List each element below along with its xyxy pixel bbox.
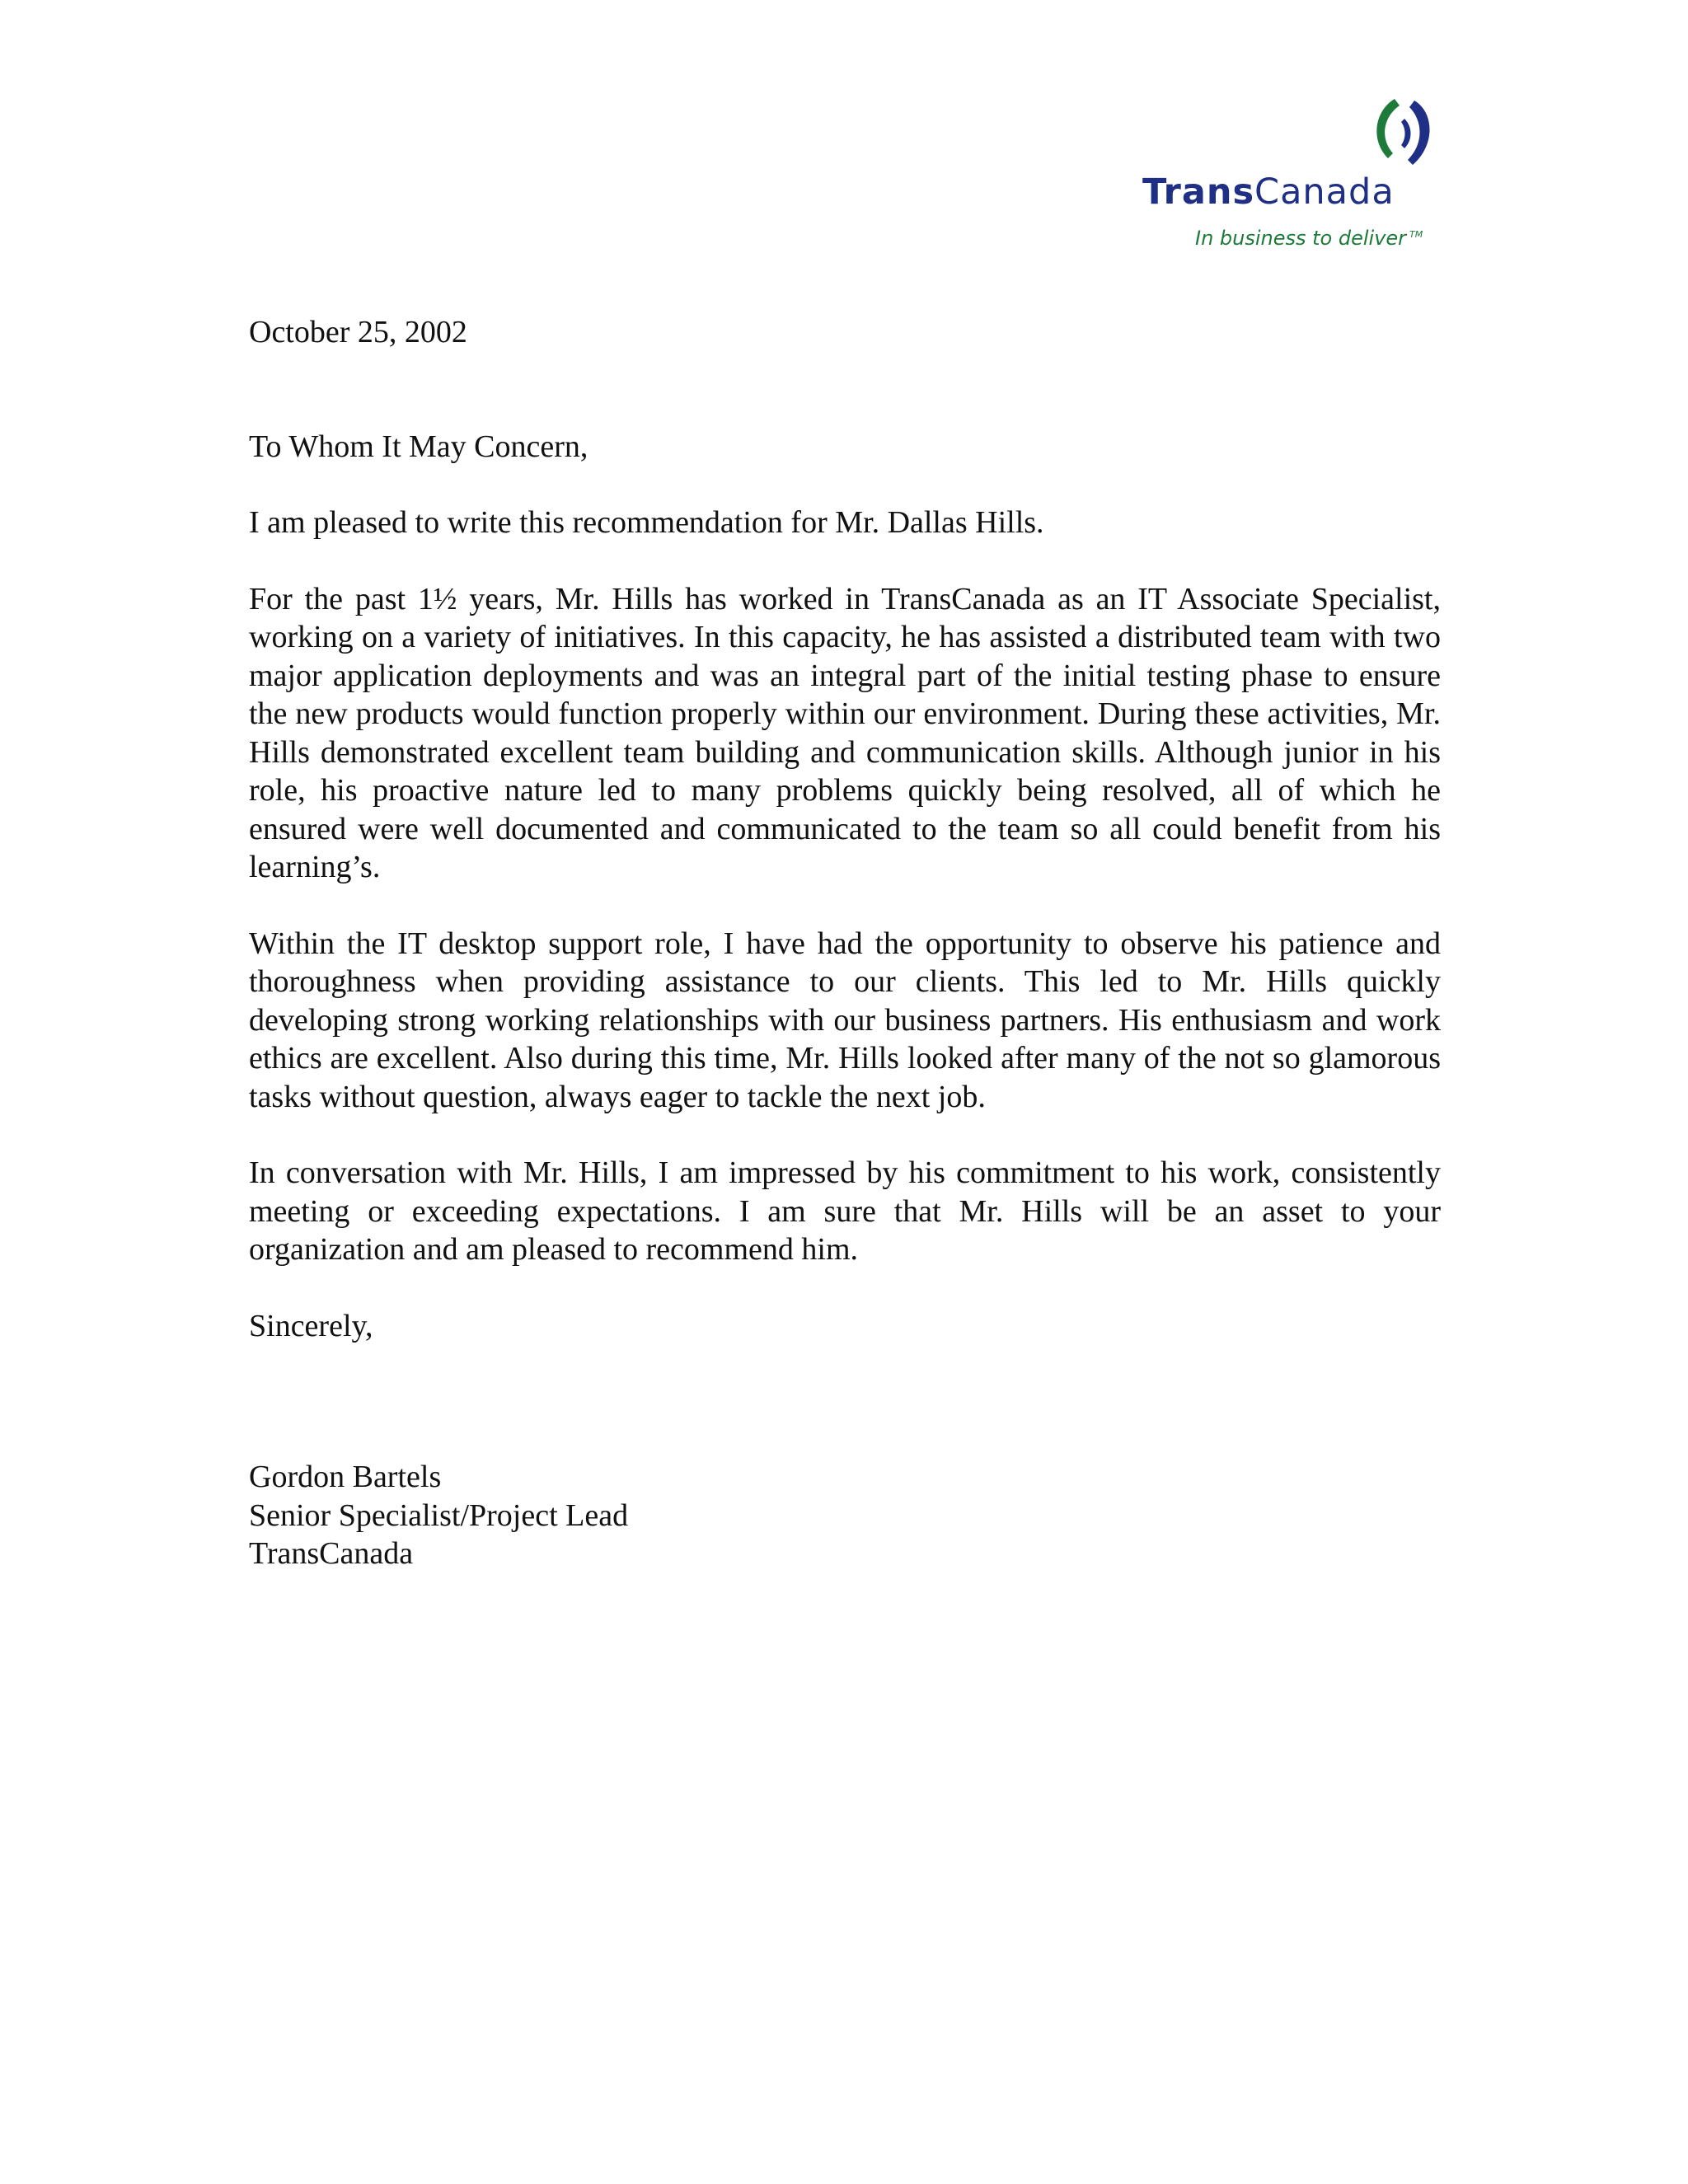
transcanada-swoosh-icon	[1360, 92, 1442, 175]
letter-salutation: To Whom It May Concern,	[249, 429, 588, 464]
company-logo	[1137, 92, 1451, 257]
trademark-mark: TM	[1409, 229, 1423, 240]
logo-wordmark-bold: Trans	[1142, 171, 1255, 213]
letter-date: October 25, 2002	[249, 315, 467, 349]
body-paragraph-experience: For the past 1½ years, Mr. Hills has worked in TransCanada as an IT Associate Specialist, working on a variety of initiatives. In this capacity, he has assisted a distributed team with two major application deployments and was an integral part of the initial testing phase to ensure the new products would function properly within our environment. During these activities, Mr. Hills demonstrated excellent team building and communication skills. Although junior in his role, his proactive nature led to many problems quickly being resolved, all of which he ensured were well documented and communicated to the team so all could benefit from his learning’s.	[249, 581, 1441, 884]
body-paragraph-recommendation: In conversation with Mr. Hills, I am impressed by his commitment to his work, consistently meeting or exceeding expectations. I am sure that Mr. Hills will be an asset to your organization and am pleased to recommend him.	[249, 1155, 1441, 1267]
letter-body	[249, 313, 1441, 1573]
signer-title: Senior Specialist/Project Lead	[249, 1497, 629, 1533]
logo-tagline	[1195, 228, 1423, 248]
signer-name: Gordon Bartels	[249, 1460, 442, 1494]
signer-company: TransCanada	[249, 1536, 414, 1571]
logo-wordmark-regular: Canada	[1254, 171, 1395, 213]
body-paragraph-support-role: Within the IT desktop support role, I have had the opportunity to observe his patience and thoroughness when providing assistance to our clients. This led to Mr. Hills quickly developing strong working relationships with our business partners. His enthusiasm and work ethics are excellent. Also during this time, Mr. Hills looked after many of the not so glamorous tasks without question, always eager to tackle the next job.	[249, 926, 1441, 1114]
letter-closing: Sincerely,	[249, 1308, 373, 1343]
logo-tagline-text: In business to deliver	[1195, 227, 1407, 250]
logo-wordmark	[1142, 171, 1395, 213]
letter-intro: I am pleased to write this recommendation for Mr. Dallas Hills.	[249, 505, 1044, 540]
